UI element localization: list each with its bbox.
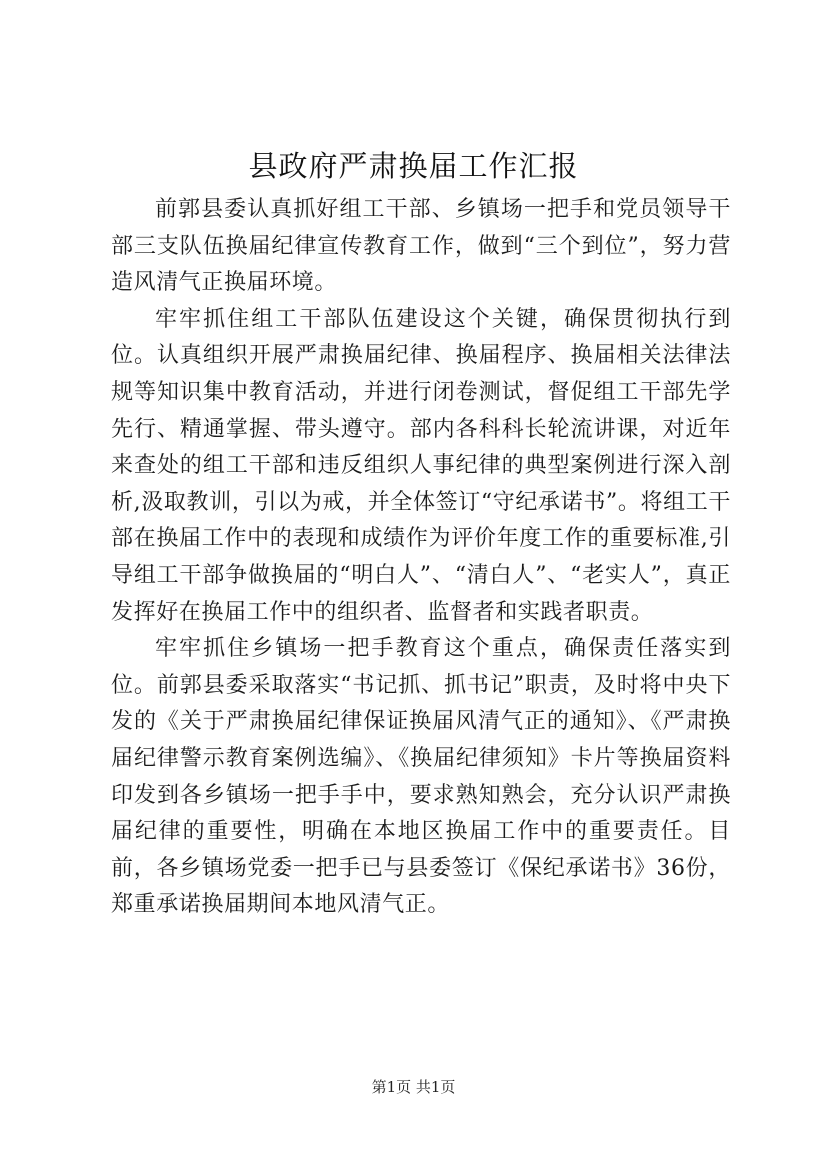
page-footer: 第1页 共1页 [371,1078,456,1096]
paragraph-cadre-team: 牢牢抓住组工干部队伍建设这个关键，确保贯彻执行到位。认真组织开展严肃换届纪律、换届程序、换届相关法律法规等知识集中教育活动，并进行闭卷测试，督促组工干部先学先行、精通掌握、带头遵守。部内各科科长轮流讲课，对近年来查处的组工干部和违反组织人事纪律的典型案例进行深入剖析,汲取教训，引以为戒，并全体签订“守纪承诺书”。将组工干部在换届工作中的表现和成绩作为评价年度工作的重要标准,引导组工干部争做换届的“明白人”、“清白人”、“老实人”，真正发挥好在换届工作中的组织者、监督者和实践者职责。 [111,306,731,625]
document-title: 县政府严肃换届工作汇报 [248,149,579,183]
paragraph-township-leaders: 牢牢抓住乡镇场一把手教育这个重点，确保责任落实到位。前郭县委采取落实“书记抓、抓书记”职责，及时将中央下发的《关于严肃换届纪律保证换届风清气正的通知》、《严肃换届纪律警示教育案例选编》、《换届纪律须知》卡片等换届资料印发到各乡镇场一把手手中，要求熟知熟会，充分认识严肃换届纪律的重要性，明确在本地区换届工作中的重要责任。目前，各乡镇场党委一把手已与县委签订《保纪承诺书》36份，郑重承诺换届期间本地风清气正。 [111,636,731,918]
paragraph-intro: 前郭县委认真抓好组工干部、乡镇场一把手和党员领导干部三支队伍换届纪律宣传教育工作，做到“三个到位”，努力营造风清气正换届环境。 [111,197,731,296]
document-body [111,192,731,924]
